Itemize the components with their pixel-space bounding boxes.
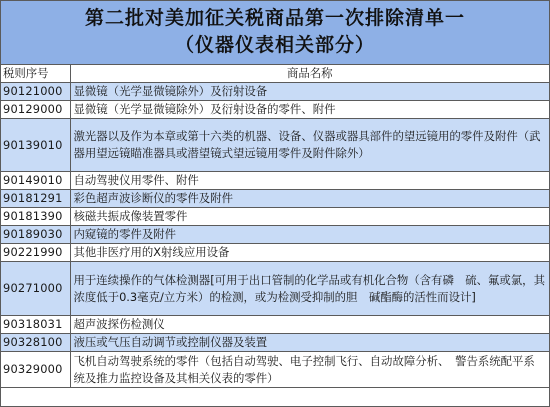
tariff-code-cell: 90221990 — [1, 244, 70, 262]
table-row — [1, 172, 549, 190]
tariff-code-cell: 90328100 — [1, 334, 70, 352]
product-name-cell: 其他非医疗用的X射线应用设备 — [70, 244, 549, 262]
product-name-cell: 用于连续操作的气体检测器[可用于出口管制的化学品或有机化合物（含有磷 硫、氟或氯，其浓度低于0.3毫克/立方米）的检测，或为检测受抑制的胆 碱酯酶的活性而设计] — [70, 262, 549, 316]
tariff-code-cell: 90271000 — [1, 262, 70, 316]
table-row — [1, 208, 549, 226]
tariff-code-cell: 90181390 — [1, 208, 70, 226]
exclusion-list-table — [1, 65, 549, 388]
product-name-cell: 核磁共振成像装置零件 — [70, 208, 549, 226]
tariff-code-cell: 90121000 — [1, 83, 70, 101]
product-name-cell: 激光器以及作为本章或第十六类的机器、设备、仪器或器具部件的望远镜用的零件及附件（武器用望远镜瞄准器具或潜望镜式望远镜用零件及附件除外） — [70, 119, 549, 172]
product-name-cell: 超声波探伤检测仪 — [70, 316, 549, 334]
product-name-cell: 内窥镜的零件及附件 — [70, 226, 549, 244]
column-header-row — [1, 65, 549, 83]
table-title: 第二批对美加征关税商品第一次排除清单一 — [84, 7, 465, 29]
tariff-code-cell: 90318031 — [1, 316, 70, 334]
product-name-cell: 显微镜（光学显微镜除外）及衍射设备 — [70, 83, 549, 101]
table-row — [1, 83, 549, 101]
product-name-cell: 自动驾驶仪用零件、附件 — [70, 172, 549, 190]
table-subtitle: （仪器仪表相关部分） — [174, 34, 375, 56]
table-row — [1, 352, 549, 388]
table-row — [1, 226, 549, 244]
product-name-cell: 飞机自动驾驶系统的零件（包括自动驾驶、电子控制飞行、自动故障分析、 警告系统配平系统及推力监控设备及其相关仪表的零件） — [70, 352, 549, 388]
table-row — [1, 101, 549, 119]
table-row — [1, 119, 549, 172]
product-name-cell: 显微镜（光学显微镜除外）及衍射设备的零件、附件 — [70, 101, 549, 119]
tariff-code-cell: 90139010 — [1, 119, 70, 172]
table-row — [1, 244, 549, 262]
column-header-name: 商品名称 — [70, 65, 549, 83]
table-title-block — [1, 1, 549, 65]
tariff-code-cell: 90129000 — [1, 101, 70, 119]
product-name-cell: 彩色超声波诊断仪的零件及附件 — [70, 190, 549, 208]
table-row — [1, 262, 549, 316]
tariff-code-cell: 90149010 — [1, 172, 70, 190]
tariff-code-cell: 90189030 — [1, 226, 70, 244]
tariff-code-cell: 90181291 — [1, 190, 70, 208]
table-row — [1, 316, 549, 334]
table-row — [1, 190, 549, 208]
tariff-code-cell: 90329000 — [1, 352, 70, 388]
column-header-code: 税则序号 — [1, 65, 70, 83]
table-row — [1, 334, 549, 352]
product-name-cell: 液压或气压自动调节或控制仪器及装置 — [70, 334, 549, 352]
